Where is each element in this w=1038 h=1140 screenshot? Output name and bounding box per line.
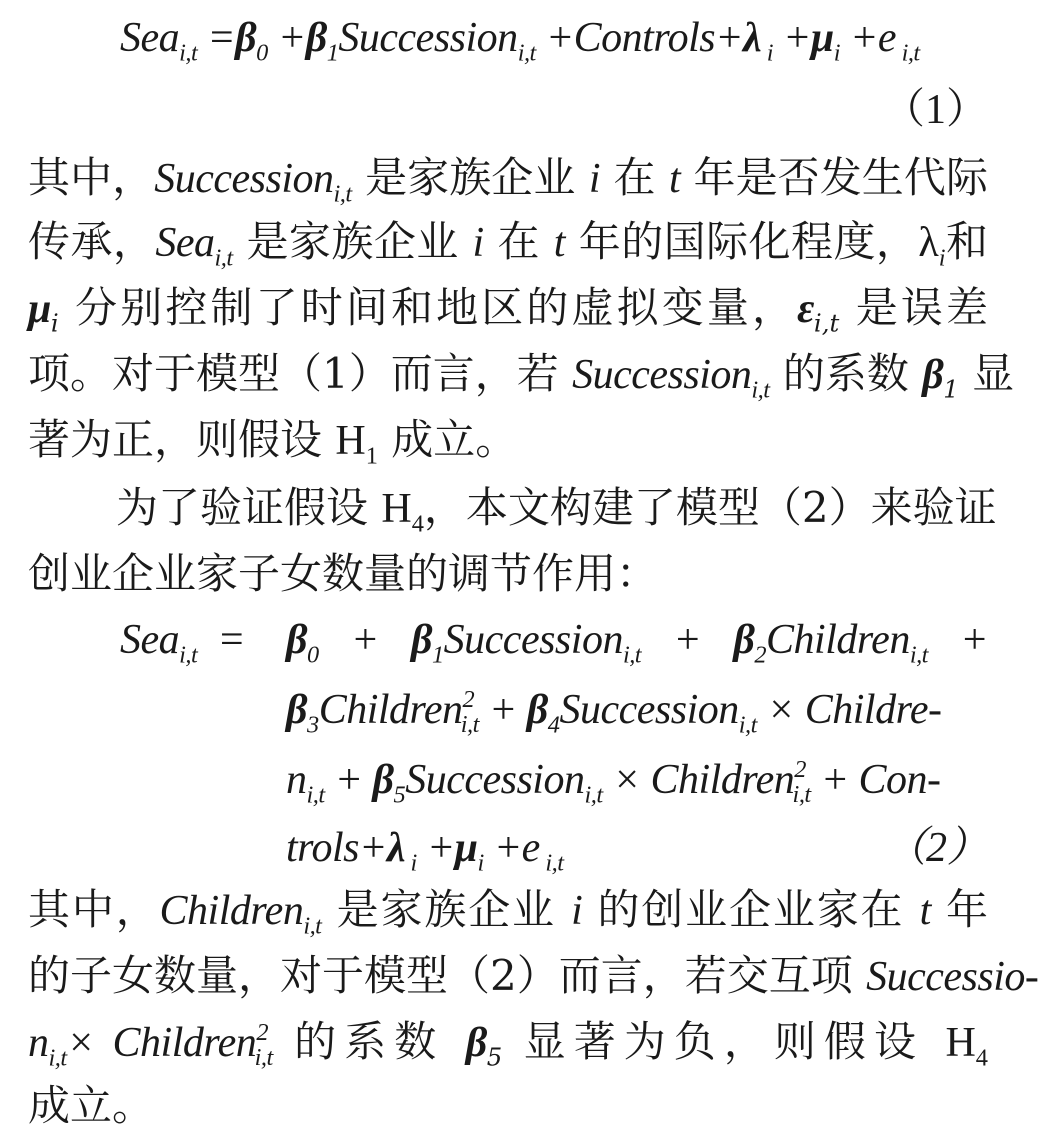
equation-1: $Sea_{i,t} =\beta_0$ $+\beta_1Succession_{i,t}$ +Controls+λ $_i +\mu_i +e$ $_{i,t}$ [120,15,920,67]
paragraph-3-line-3: $n_{i,t}\times$ Children$^2_{i,t}$ 的系数 $\beta_5$ 显著为负，则假设 $H_4$ [28,1017,988,1072]
paper-page: $Sea_{i,t} =\beta_0$ $+\beta_1Succession_{i,t}$ +Controls+λ $_i +\mu_i +e$ $_{i,t}$ （1） 其中，Succession$_{i,t}$ 是家族企业 i 在 t 年是否发生代际 传承，Sea$_{i,t}$ 是家族企业 i 在 t 年的国际化程度，$\lambda_i$和 $\mu_i$ 分别控制了时间和地区的虚拟变量，$\varepsilon_{i,t}$ 是误差 项。对于模型（1）而言，若 Succession$_{i,t}$ 的系数 $\beta_1$ 显 著为正，则假设 $H_1$ 成立。 为了验证假设 $H_4$，本文构建了模型（2）来验证 创业企业家子女数量的调节作用： Sea$_{i,t}$ = $\beta_0$ + $\beta_1Succession_{i,t}$ + $\beta_2Children_{i,t}$ + $\beta_3Children^2_{i,t}$ + $\beta_4Succession_{i,t}$ × Childre- $n_{i,t}$ + $\beta_5Succession_{i,t}$ × Children$^2_{i,t}$ + Con- trols+λ $_i +\mu_i +e$ $_{i,t}$ （2） 其中，Children$_{i,t}$ 是家族企业 i 的创业企业家在 t 年 的子女数量，对于模型（2）而言，若交互项 Successio- $n_{i,t}\times$ Children$^2_{i,t}$ 的系数 $\beta_5$ 显著为负，则假设 $H_4$ 成立。 [0,0,1012,1140]
paragraph-1-line-4: 项。对于模型（1）而言，若 Succession$_{i,t}$ 的系数 $\beta_1$ 显 [28,349,1015,404]
paragraph-1-line-2: 传承，Sea$_{i,t}$ 是家族企业 i 在 t 年的国际化程度，$\lambda_i$和 [28,217,988,272]
paragraph-2-line-1: 为了验证假设 $H_4$，本文构建了模型（2）来验证 [116,483,997,538]
equation-2-line-2: $\beta_3Children^2_{i,t}$ + $\beta_4Succession_{i,t}$ × Childre- [286,686,942,739]
paragraph-3-line-1: 其中，Children$_{i,t}$ 是家族企业 i 的创业企业家在 t 年 [28,885,988,940]
paragraph-3-line-4: 成立。 [28,1081,155,1130]
equation-2-line-4: trols+λ $_i +\mu_i +e$ $_{i,t}$ （2） [286,818,988,878]
paragraph-2-line-2: 创业企业家子女数量的调节作用： [28,549,659,598]
paragraph-1-line-3: $\mu_i$ 分别控制了时间和地区的虚拟变量，$\varepsilon_{i,t}$ 是误差 [28,283,988,338]
paragraph-1-line-5: 著为正，则假设 $H_1$ 成立。 [28,415,518,470]
equation-1-number: （1） [882,87,988,133]
equation-2-line-3: $n_{i,t}$ + $\beta_5Succession_{i,t}$ × Children$^2_{i,t}$ + Con- [286,756,941,809]
paragraph-3-line-2: 的子女数量，对于模型（2）而言，若交互项 Successio- [28,951,1038,1000]
equation-2-number: （2） [884,825,988,871]
paragraph-1-line-1: 其中，Succession$_{i,t}$ 是家族企业 i 在 t 年是否发生代际 [28,153,988,208]
